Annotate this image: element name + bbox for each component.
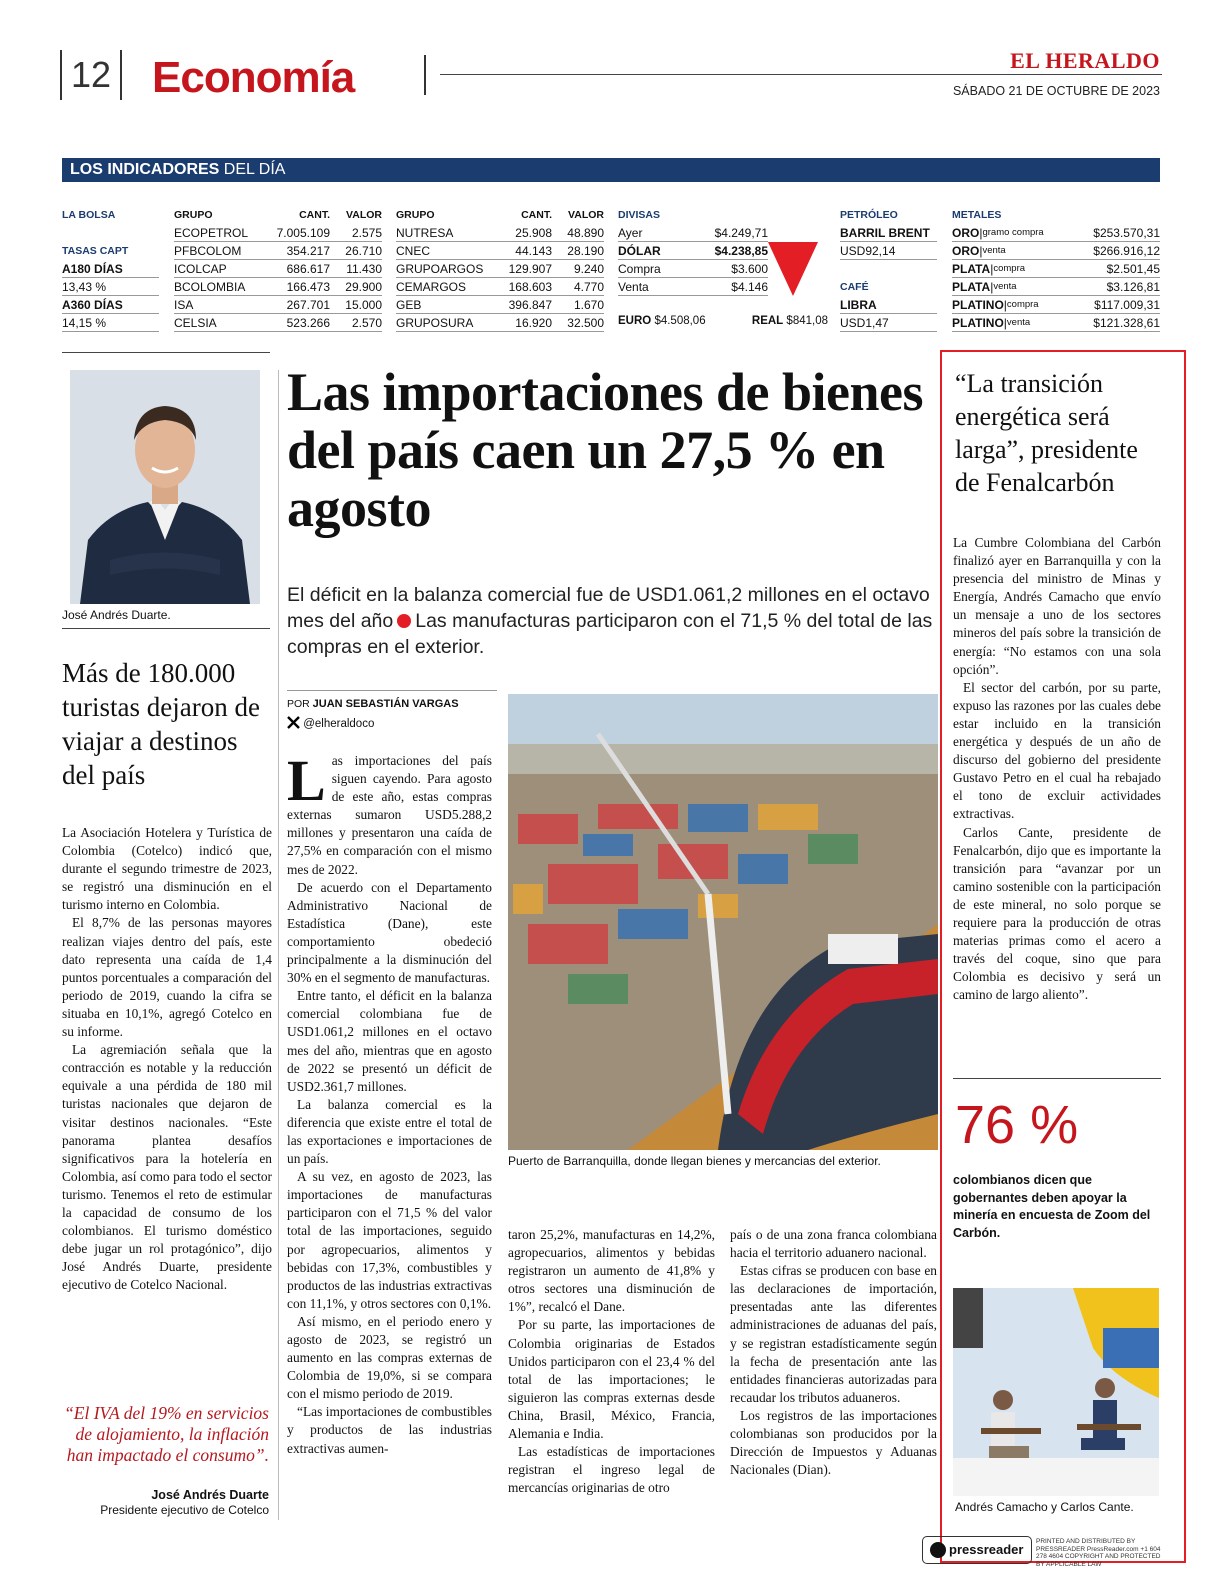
pull-quote: “El IVA del 19% en servicios de alojamiento, la inflación han impactado el consumo”.: [64, 1403, 269, 1465]
stock-quantity: 44.143: [515, 244, 552, 258]
pressreader-logo-icon: [930, 1542, 946, 1558]
metal-price: $3.126,81: [1106, 280, 1160, 294]
stock-value: 28.190: [567, 244, 604, 258]
right-headline: “La transición energética será larga”, presidente de Fenalcarbón: [955, 369, 1138, 497]
stock-quantity: 396.847: [508, 298, 552, 312]
paragraph: “Las importaciones de combustibles y productos de las industrias extractivas aumen-: [287, 1404, 492, 1456]
metal-name: PLATINO: [952, 298, 1004, 312]
stock-quantity: 267.701: [286, 298, 330, 312]
stock-quantity: 166.473: [286, 280, 330, 294]
stock-name: ICOLCAP: [174, 262, 227, 276]
metal-separator: |: [979, 244, 983, 258]
paragraph: Los registros de las importaciones colombianas son producidos por la Dirección de Impuestos y Aduanas Nacionales (Dian).: [730, 1407, 937, 1478]
port-photo: [508, 694, 938, 1150]
paragraph: Las estadísticas de importaciones registran el ingreso legal de mercancías originarias de otro: [508, 1444, 715, 1496]
left-headline: Más de 180.000 turistas dejaron de viajar a destinos del país: [62, 658, 260, 790]
stock-row: [396, 224, 604, 242]
metal-type: compra: [1006, 299, 1039, 310]
stock-row: [396, 314, 604, 332]
metal-row: [952, 260, 1160, 278]
deck-part-2: Las manufacturas participaron con el 71,5 % del total de las compras en el exterior.: [287, 610, 933, 658]
divisa-value: $4.238,85: [714, 244, 768, 258]
photo-jose-andres-duarte: [70, 370, 260, 604]
left-article-body: [62, 824, 272, 1294]
byline: [287, 698, 497, 710]
tasas-block: [62, 206, 159, 332]
paragraph: La Asociación Hotelera y Turística de Colombia (Cotelco) indicó que, durante el segundo trimestre de 2023, se registró una disminución en el turismo interno en Colombia.: [62, 825, 272, 913]
tasa-value: 13,43 %: [62, 278, 159, 296]
left-rule: [62, 628, 270, 629]
indicators-title-bold: LOS INDICADORES: [70, 161, 220, 178]
metal-price: $266.916,12: [1093, 244, 1160, 258]
paragraph: A su vez, en agosto de 2023, las importaciones de manufacturas participaron con el 71,5 % del valor total de las importaciones, seguido por agropecuarios, alimentos y bebidas con 17,3%, combustibles y productos de las industrias extractivas con 11,1%, y otros sectores con 0,1%.: [287, 1169, 492, 1311]
deck-part-1: El déficit en la balanza comercial fue de USD1.061,2 millones en el octavo mes del año: [287, 584, 930, 632]
photo-caption: Puerto de Barranquilla, donde llegan bienes y mercancias del exterior.: [508, 1154, 881, 1168]
paragraph: país o de una zona franca colombiana hacia el territorio aduanero nacional.: [730, 1227, 937, 1261]
big-statistic: 76 %: [955, 1095, 1079, 1155]
divisa-label: Venta: [618, 280, 649, 294]
stock-row: [396, 260, 604, 278]
stock-value: 15.000: [345, 298, 382, 312]
metal-name: ORO: [952, 226, 980, 240]
stock-row: [396, 242, 604, 260]
petroleo-cafe-block: [840, 206, 937, 332]
metales-table: [952, 206, 1160, 332]
metal-row: [952, 278, 1160, 296]
metal-row: [952, 224, 1160, 242]
paragraph: La agremiación señala que la contracción es notable y la reducción equivale a una pérdida de 180 mil turistas nacionales que dejaron de visitar destinos nacionales. “Este panorama plantea desafíos significativos para la hotelería en Colombia, así como para todo el sector turismo. Tenemos el reto de estimular la capacidad de consumo de los colombianos. El turismo doméstico debe jugar un rol protagónico”, dijo José Andrés Duarte, presidente ejecutivo de Cotelco Nacional.: [62, 1042, 272, 1293]
stock-value: 26.710: [345, 244, 382, 258]
footer-fine-print: PRINTED AND DISTRIBUTED BY PRESSREADER PressReader.com +1 604 278 4604 COPYRIGHT AND PROTECTED BY APPLICABLE LAW: [1036, 1538, 1161, 1568]
spacer: [1006, 242, 1094, 259]
main-headline: Las importaciones de bienes del país caen un 27,5 % en agosto: [287, 362, 924, 538]
paragraph: Estas cifras se producen con base en las declaraciones de importación, presentadas ante las diferentes administraciones de aduanas del país, y se registran estadísticamente según la fecha de presentación ante las entidades financieras autorizadas para recaudar los tributos aduaneros.: [730, 1263, 937, 1405]
stock-name: PFBCOLOM: [174, 244, 242, 258]
stocks-table-2: [396, 206, 604, 332]
cafe-value: USD1,47: [840, 314, 937, 332]
stock-name: GRUPOSURA: [396, 316, 474, 330]
spacer: [1017, 278, 1107, 295]
stock-row: [396, 278, 604, 296]
spacer: [1039, 296, 1095, 313]
pressreader-logo: pressreader: [922, 1536, 1032, 1564]
metal-price: $117.009,31: [1094, 298, 1160, 312]
photo-caption: José Andrés Duarte.: [62, 608, 171, 622]
stock-value: 32.500: [567, 316, 604, 330]
cafe-label: LIBRA: [840, 296, 937, 314]
tasa-label: A180 DÍAS: [62, 260, 159, 278]
quote-author: José Andrés Duarte: [151, 1488, 269, 1502]
stock-name: ISA: [174, 298, 194, 312]
metal-row: [952, 296, 1160, 314]
drop-cap: L: [287, 748, 326, 813]
stock-value: 9.240: [573, 262, 604, 276]
metal-type: compra: [993, 263, 1026, 274]
euro-label: EURO: [618, 315, 652, 327]
divisa-label: Compra: [618, 262, 661, 276]
header-divider: [424, 55, 426, 95]
issue-date: SÁBADO 21 DE OCTUBRE DE 2023: [952, 84, 1160, 98]
metal-name: PLATA: [952, 280, 991, 294]
stock-name: BCOLOMBIA: [174, 280, 246, 294]
stock-value: 2.570: [351, 316, 382, 330]
metal-separator: |: [990, 280, 994, 294]
photo-caption: Andrés Camacho y Carlos Cante.: [955, 1500, 1134, 1514]
metal-separator: |: [979, 226, 983, 240]
col-cant: CANT.: [521, 209, 552, 221]
divisa-value: $3.600: [731, 262, 768, 276]
left-top-rule: [62, 352, 270, 353]
column-divider: [278, 370, 279, 1520]
photo-camacho-cante: [953, 1288, 1159, 1496]
stock-quantity: 129.907: [508, 262, 552, 276]
stock-quantity: 168.603: [508, 280, 552, 294]
article-column-2: [508, 1226, 715, 1497]
metal-type: gramo compra: [982, 227, 1044, 238]
euro-value: $4.508,06: [654, 315, 706, 327]
stock-quantity: 16.920: [515, 316, 552, 330]
stock-quantity: 354.217: [286, 244, 330, 258]
article-column-1: [287, 748, 492, 1458]
metal-price: $2.501,45: [1106, 262, 1160, 276]
stock-row: [396, 296, 604, 314]
spacer: [1044, 224, 1094, 241]
metal-separator: |: [1003, 316, 1007, 330]
stock-row: [174, 260, 382, 278]
tasa-label: A360 DÍAS: [62, 296, 159, 314]
byline-prefix: POR: [287, 698, 313, 710]
col-valor: VALOR: [568, 209, 604, 221]
paragraph: La Cumbre Colombiana del Carbón finalizó ayer en Barranquilla y con la presencia del ministro de Minas y Energía, Andrés Camacho que envío un mensaje a uno de los sectores mineros del país sobre la transición de energía: “No estamos con una sola opción”.: [953, 535, 1161, 677]
stock-quantity: 25.908: [515, 226, 552, 240]
stock-name: CEMARGOS: [396, 280, 467, 294]
stock-row: [174, 314, 382, 332]
col-grupo: GRUPO: [174, 209, 213, 221]
article-column-3: [730, 1226, 937, 1479]
stock-row: [174, 242, 382, 260]
stock-value: 1.670: [573, 298, 604, 312]
x-logo-icon: [287, 716, 300, 729]
metal-row: [952, 314, 1160, 332]
stock-quantity: 523.266: [286, 316, 330, 330]
la-bolsa-label: LA BOLSA: [62, 209, 116, 221]
indicators-title-rest: DEL DÍA: [219, 161, 286, 178]
stock-name: CNEC: [396, 244, 431, 258]
spacer: [1025, 260, 1107, 277]
statistic-text: colombianos dicen que gobernantes deben apoyar la minería en encuesta de Zoom del Carbón.: [953, 1173, 1151, 1240]
paragraph: El sector del carbón, por su parte, expuso las razones por las cuales debe estar incluido en la transición energética y después de un año de discurso del gobierno del presidente Gustavo Petro en el cual ha rebajado el tono de excluir actividades extractivas.: [953, 679, 1161, 822]
metal-type: venta: [993, 281, 1017, 292]
header-rule: [440, 74, 1162, 75]
stock-row: [174, 224, 382, 242]
divisas-title: DIVISAS: [618, 209, 661, 221]
real-label: REAL: [751, 315, 784, 327]
stock-name: GRUPOARGOS: [396, 262, 484, 276]
col-grupo: GRUPO: [396, 209, 435, 221]
stock-name: ECOPETROL: [174, 226, 249, 240]
stock-value: 2.575: [351, 226, 382, 240]
petroleo-label: BARRIL BRENT: [840, 224, 937, 242]
stock-row: [174, 296, 382, 314]
social-handle: [287, 716, 374, 730]
metal-price: $253.570,31: [1093, 226, 1160, 240]
divisa-value: $4.146: [731, 280, 768, 294]
down-trend-triangle-icon: [768, 242, 818, 296]
quote-author-role: Presidente ejecutivo de Cotelco: [100, 1503, 269, 1517]
tasa-value: 14,15 %: [62, 314, 159, 332]
section-title: Economía: [152, 53, 355, 102]
handle-text: @elheraldoco: [303, 718, 375, 730]
metal-type: venta: [1006, 317, 1031, 328]
real-value: $841,08: [786, 315, 828, 327]
stock-name: NUTRESA: [396, 226, 454, 240]
page-number: 12: [60, 50, 122, 100]
stock-value: 11.430: [346, 262, 382, 276]
stock-value: 29.900: [345, 280, 382, 294]
metal-separator: |: [1003, 298, 1007, 312]
stock-quantity: 7.005.109: [276, 226, 330, 240]
stock-row: [174, 278, 382, 296]
spacer: [1030, 314, 1093, 331]
divisa-label: Ayer: [618, 226, 643, 240]
paragraph: Carlos Cante, presidente de Fenalcarbón, dijo que es importante la transición para “avanzar por un camino sostenible con la participación de este mineral, no solo porque se requiere para la producción de otras materias primas como el acero a través del coque, sino que para Colombia es decisivo y será un camino de largo aliento”.: [953, 824, 1161, 1003]
paragraph: Entre tanto, el déficit en la balanza comercial colombiana fue de USD1.061,2 millones en el octavo mes del año, mientras que en agosto de 2022 se presentó un déficit de USD2.361,7 millones.: [287, 988, 492, 1094]
stock-value: 48.890: [567, 226, 604, 240]
metal-name: PLATA: [952, 262, 991, 276]
metal-name: ORO: [952, 244, 980, 258]
first-paragraph-text: as importaciones del país siguen cayendo. Para agosto de este año, estas compras externas sumaron USD5.288,2 millones y presentaron una caída de 27,5% en comparación con el mismo mes de 2022.: [287, 753, 492, 877]
stat-rule: [953, 1078, 1161, 1079]
metales-title: METALES: [952, 209, 1002, 221]
paragraph: Por su parte, las importaciones de Colombia originarias de Estados Unidos participaron con el 23,4 % del total de las importaciones; le siguieron las compras externas desde China, Brasil, México, Francia, Alemania e India.: [508, 1317, 715, 1442]
stock-value: 4.770: [573, 280, 604, 294]
byline-author: JUAN SEBASTIÁN VARGAS: [312, 698, 459, 710]
paragraph: La balanza comercial es la diferencia que existe entre el total de las exportaciones e importaciones de un país.: [287, 1096, 492, 1167]
metal-price: $121.328,61: [1093, 316, 1160, 330]
tasas-capt-label: TASAS CAPT: [62, 245, 129, 257]
divisa-value: $4.249,71: [714, 226, 768, 240]
stock-quantity: 686.617: [286, 262, 330, 276]
paragraph: taron 25,2%, manufacturas en 14,2%, agropecuarios, alimentos y bebidas registraron un aumento de 41,8% y otros sectores una disminución de 1%”, recalcó el Dane.: [508, 1227, 715, 1315]
divisa-label: DÓLAR: [618, 244, 661, 258]
metal-row: [952, 242, 1160, 260]
petroleo-title: PETRÓLEO: [840, 209, 898, 221]
stock-name: CELSIA: [174, 316, 217, 330]
paragraph: Así mismo, en el periodo enero y agosto de 2023, se registró un aumento en las compras externas de Colombia de 19,0%, si se compara con el mismo periodo de 2019.: [287, 1313, 492, 1402]
paragraph: De acuerdo con el Departamento Administrativo Nacional de Estadística (Dane), este comportamiento obedeció principalmente a la disminución del 30% en el segmento de manufacturas.: [287, 879, 492, 986]
petroleo-value: USD92,14: [840, 242, 937, 260]
metal-separator: |: [990, 262, 994, 276]
right-article-body: [953, 534, 1161, 1004]
col-cant: CANT.: [299, 209, 330, 221]
col-valor: VALOR: [346, 209, 382, 221]
newspaper-brand: EL HERALDO: [1010, 48, 1160, 73]
stock-name: GEB: [396, 298, 422, 312]
main-deck: [287, 582, 937, 660]
metal-name: PLATINO: [952, 316, 1004, 330]
byline-rule: [287, 690, 497, 691]
metal-type: venta: [982, 245, 1006, 256]
indicators-bar: [62, 158, 1160, 182]
paragraph: El 8,7% de las personas mayores realizan viajes dentro del país, este dato representa una caída de 1,4 puntos porcentuales a comparación del periodo de 2019, cuando la cifra se situaba en 10,1%, agregó Cotelco en su informe.: [62, 915, 272, 1040]
stocks-table-1: [174, 206, 382, 332]
first-paragraph: [287, 748, 492, 879]
cafe-title: CAFÉ: [840, 281, 869, 293]
bullet-dot-icon: [397, 614, 411, 628]
